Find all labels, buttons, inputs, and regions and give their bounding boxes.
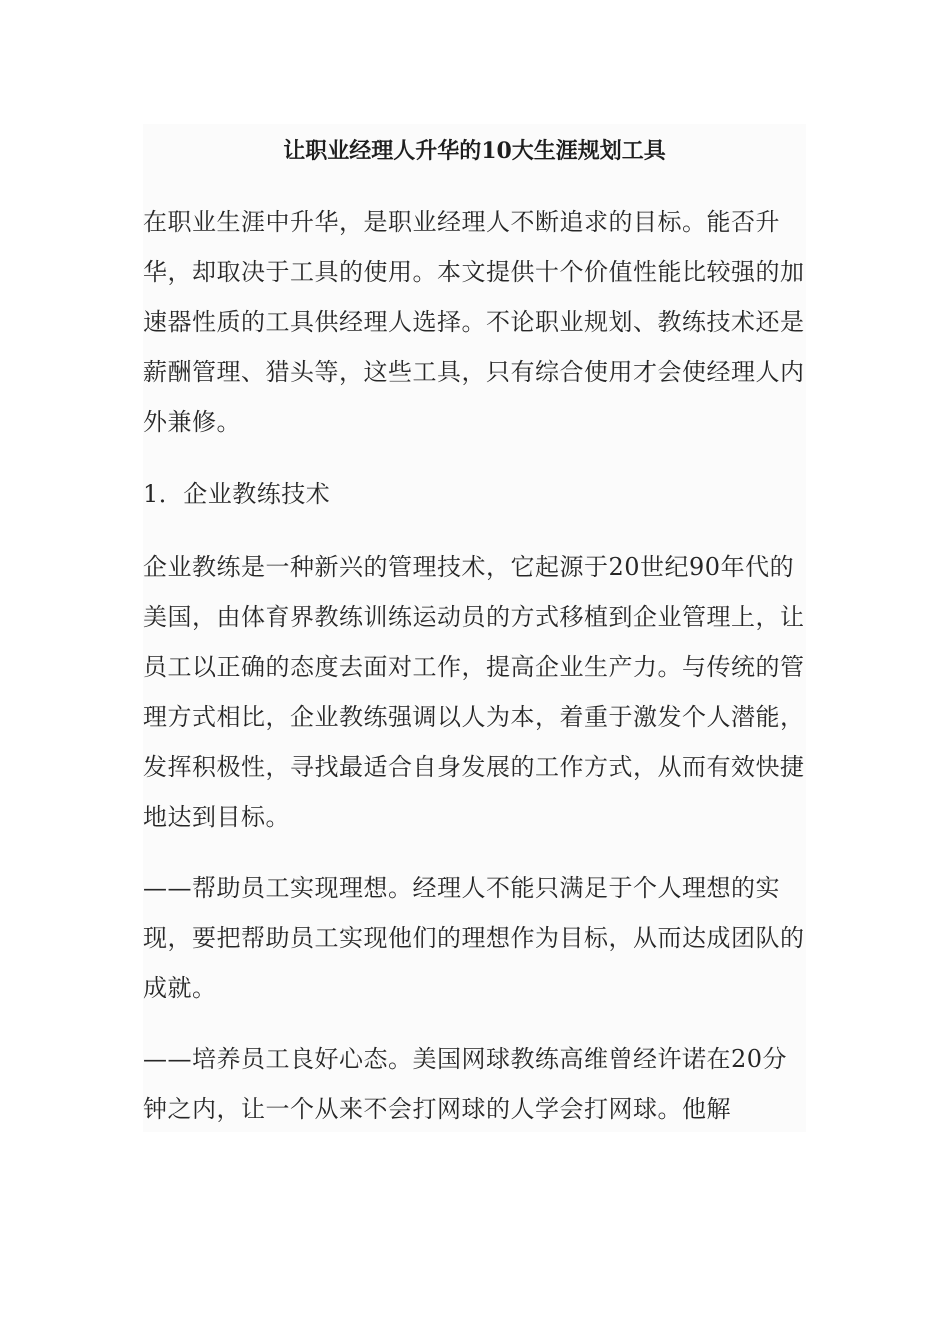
section-heading: 1．企业教练技术: [143, 480, 331, 508]
body-paragraph: 企业教练是一种新兴的管理技术，它起源于20世纪90年代的美国，由体育界教练训练运动员的方式移植到企业管理上，让员工以正确的态度去面对工作，提高企业生产力。与传统的管理方式相比，企业教练强调以人为本，着重于激发个人潜能，发挥积极性，寻找最适合自身发展的工作方式，从而有效快捷地达到目标。: [143, 553, 805, 831]
intro-paragraph: 在职业生涯中升华，是职业经理人不断追求的目标。能否升华，却取决于工具的使用。本文提供十个价值性能比较强的加速器性质的工具供经理人选择。不论职业规划、教练技术还是薪酬管理、猎头等，这些工具，只有综合使用才会使经理人内外兼修。: [143, 208, 805, 436]
body-paragraph: ——培养员工良好心态。美国网球教练高维曾经许诺在20分钟之内，让一个从来不会打网球的人学会打网球。他解: [143, 1045, 788, 1123]
document-title: 让职业经理人升华的10大生涯规划工具: [283, 138, 666, 164]
document-content: [143, 124, 806, 1132]
body-paragraph: ——帮助员工实现理想。经理人不能只满足于个人理想的实现，要把帮助员工实现他们的理想作为目标，从而达成团队的成就。: [143, 874, 805, 1002]
